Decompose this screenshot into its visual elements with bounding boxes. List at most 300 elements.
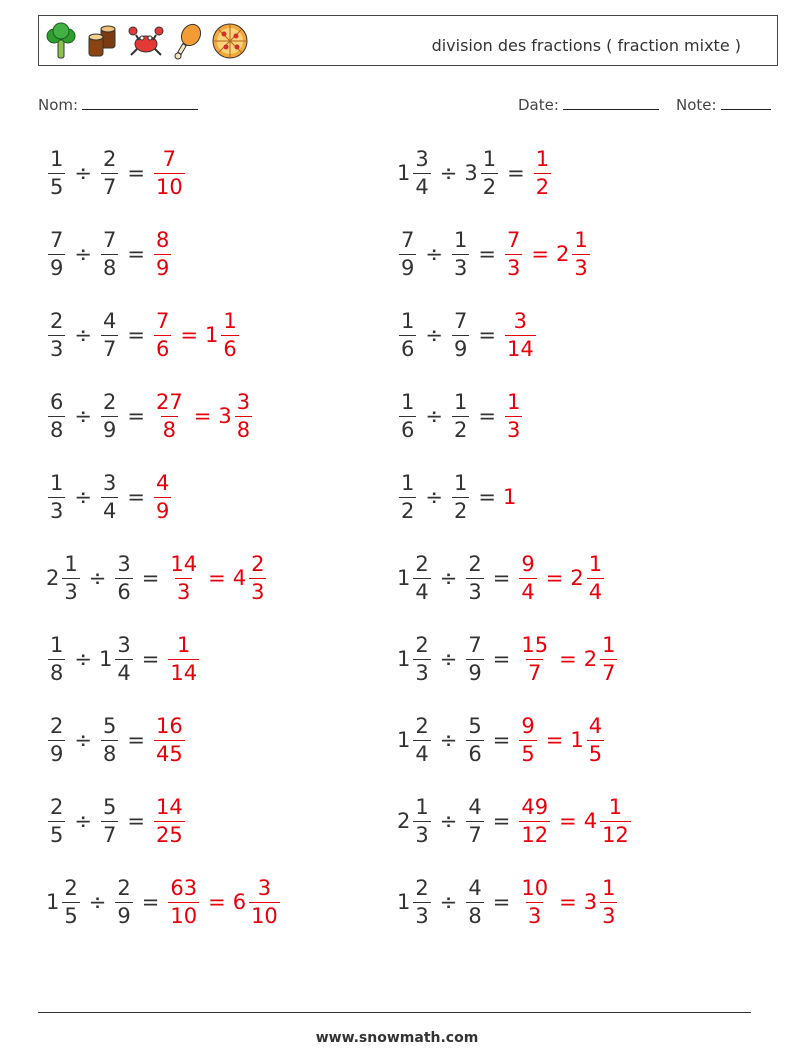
answer (152, 389, 254, 442)
equals-sign: = (492, 647, 511, 671)
denominator: 3 (415, 822, 429, 847)
numerator: 3 (236, 389, 251, 414)
date-blank[interactable] (563, 94, 659, 110)
denominator: 7 (102, 174, 117, 199)
answer-value (583, 794, 633, 847)
numerator: 49 (521, 794, 549, 819)
answer-value (517, 551, 538, 604)
answer (503, 485, 517, 509)
divisor (450, 470, 471, 523)
equals-sign: = (180, 323, 198, 347)
answer (532, 146, 553, 199)
fraction (101, 713, 118, 766)
fraction (101, 308, 118, 361)
fraction (481, 146, 498, 199)
answer-value (532, 146, 553, 199)
divide-sign: ÷ (74, 809, 92, 833)
numerator: 3 (513, 308, 528, 333)
denominator: 10 (170, 903, 198, 928)
fraction (221, 308, 238, 361)
whole-number: 2 (397, 809, 411, 833)
pizza-icon (211, 22, 249, 60)
answer-value (152, 227, 173, 280)
divide-sign: ÷ (74, 404, 92, 428)
fraction (413, 551, 430, 604)
denominator: 8 (50, 660, 64, 685)
denominator: 3 (506, 255, 521, 280)
answer (503, 227, 592, 280)
divisor (98, 632, 135, 685)
score-label: Note: (676, 96, 717, 114)
dividend (46, 308, 67, 361)
fraction (413, 794, 430, 847)
numerator: 2 (50, 308, 64, 333)
fraction (154, 308, 171, 361)
equals-sign: = (492, 728, 511, 752)
answer (166, 551, 268, 604)
answer (152, 794, 187, 847)
dividend (397, 713, 433, 766)
answer-value (503, 227, 524, 280)
numerator: 2 (117, 875, 131, 900)
denominator: 7 (602, 660, 616, 685)
dividend (46, 875, 82, 928)
denominator: 8 (468, 903, 482, 928)
fraction (587, 713, 604, 766)
answer-value (503, 485, 517, 509)
numerator: 2 (50, 713, 64, 738)
denominator: 5 (588, 741, 603, 766)
denominator: 4 (102, 498, 117, 523)
divide-sign: ÷ (88, 566, 107, 590)
denominator: 3 (50, 498, 64, 523)
problem-item (397, 548, 606, 608)
fraction (249, 875, 280, 928)
fraction (452, 389, 469, 442)
fraction (519, 713, 536, 766)
answer-value (166, 632, 201, 685)
denominator: 9 (155, 255, 170, 280)
fraction (399, 308, 416, 361)
denominator: 3 (506, 417, 521, 442)
divisor (99, 794, 120, 847)
numerator: 3 (117, 551, 131, 576)
denominator: 7 (102, 336, 117, 361)
numerator: 14 (170, 551, 198, 576)
dividend (397, 470, 418, 523)
answer-value (166, 551, 201, 604)
fraction (101, 227, 118, 280)
whole-number: 4 (583, 809, 598, 833)
denominator: 3 (64, 579, 78, 604)
numerator: 1 (64, 551, 78, 576)
denominator: 3 (177, 579, 191, 604)
fraction (249, 551, 266, 604)
answer-value (232, 551, 269, 604)
answer (152, 470, 173, 523)
fraction (452, 308, 469, 361)
whole-number: 1 (397, 728, 411, 752)
numerator: 7 (468, 632, 482, 657)
denominator: 3 (602, 903, 616, 928)
fraction (115, 551, 132, 604)
answer (152, 308, 241, 361)
answer-value (152, 308, 173, 361)
divide-sign: ÷ (425, 485, 443, 509)
answer-value (555, 227, 592, 280)
problem-item (397, 224, 592, 284)
denominator: 2 (535, 174, 550, 199)
name-blank[interactable] (82, 94, 198, 110)
broccoli-icon (45, 22, 77, 60)
equals-sign: = (127, 161, 145, 185)
numerator: 9 (521, 551, 535, 576)
divide-sign: ÷ (74, 485, 92, 509)
problem-item (46, 386, 254, 446)
equals-sign: = (127, 404, 145, 428)
equals-sign: = (141, 647, 160, 671)
numerator: 3 (415, 146, 429, 171)
divide-sign: ÷ (74, 323, 92, 347)
denominator: 3 (453, 255, 468, 280)
denominator: 12 (521, 822, 549, 847)
problem-item (397, 143, 553, 203)
fraction (101, 794, 118, 847)
answer-value (517, 875, 552, 928)
denominator: 3 (528, 903, 542, 928)
answer-value (152, 713, 187, 766)
fraction (413, 146, 430, 199)
numerator: 7 (155, 308, 170, 333)
problem-item (46, 629, 201, 689)
numerator: 7 (162, 146, 177, 171)
denominator: 4 (415, 174, 429, 199)
numerator: 6 (50, 389, 64, 414)
equals-sign: = (127, 728, 145, 752)
date-field (518, 94, 659, 114)
denominator: 6 (155, 336, 170, 361)
whole-number: 2 (570, 566, 584, 590)
name-field (38, 94, 198, 114)
answer-value (583, 875, 620, 928)
fraction (62, 875, 79, 928)
denominator: 9 (401, 255, 415, 280)
divisor (450, 308, 471, 361)
denominator: 2 (453, 498, 468, 523)
denominator: 3 (50, 336, 64, 361)
numerator: 14 (155, 794, 183, 819)
numerator: 2 (415, 713, 429, 738)
whole-number: 2 (555, 242, 570, 266)
denominator: 8 (102, 255, 117, 280)
divide-sign: ÷ (439, 566, 458, 590)
dividend (397, 227, 418, 280)
worksheet-header (38, 15, 778, 66)
equals-sign: = (141, 890, 160, 914)
equals-sign: = (141, 566, 160, 590)
problem-item (397, 467, 517, 527)
problem-item (397, 305, 538, 365)
denominator: 9 (117, 903, 131, 928)
denominator: 4 (415, 741, 429, 766)
numerator: 1 (50, 470, 64, 495)
problem-item (46, 143, 187, 203)
equals-sign: = (193, 404, 212, 428)
whole-number: 1 (397, 566, 411, 590)
divisor (99, 227, 120, 280)
dividend (397, 551, 433, 604)
answer-value (517, 794, 552, 847)
problem-item (397, 386, 524, 446)
divide-sign: ÷ (74, 647, 92, 671)
dividend (397, 794, 433, 847)
divisor (464, 875, 485, 928)
divisor (113, 551, 134, 604)
equals-sign: = (127, 809, 145, 833)
divisor (450, 227, 471, 280)
answer (503, 308, 538, 361)
equals-sign: = (559, 647, 577, 671)
dividend (397, 389, 418, 442)
fraction (115, 632, 132, 685)
name-label: Nom: (38, 96, 79, 114)
denominator: 8 (236, 417, 251, 442)
answer (503, 389, 524, 442)
denominator: 6 (468, 741, 482, 766)
whole-number: 1 (397, 647, 411, 671)
fraction (399, 227, 416, 280)
problem-item (46, 791, 187, 851)
whole-number: 1 (204, 323, 219, 347)
numerator: 7 (50, 227, 64, 252)
dividend (397, 875, 433, 928)
denominator: 4 (588, 579, 603, 604)
dividend (397, 146, 433, 199)
answer-value (204, 308, 241, 361)
fraction (572, 227, 589, 280)
fraction (600, 794, 631, 847)
divide-sign: ÷ (425, 242, 443, 266)
answer-value (232, 875, 282, 928)
denominator: 6 (401, 417, 415, 442)
denominator: 10 (251, 903, 278, 928)
denominator: 3 (415, 903, 429, 928)
whole-number: 1 (46, 890, 60, 914)
numerator: 1 (50, 632, 64, 657)
numerator: 1 (602, 875, 616, 900)
divide-sign: ÷ (88, 890, 107, 914)
whole-number: 1 (98, 647, 113, 671)
whole-number: 2 (583, 647, 598, 671)
numerator: 10 (521, 875, 549, 900)
denominator: 4 (521, 579, 535, 604)
fraction (452, 470, 469, 523)
answer-value (152, 470, 173, 523)
answer-value (152, 794, 187, 847)
numerator: 7 (453, 308, 468, 333)
problem-item (397, 872, 619, 932)
divisor (99, 713, 120, 766)
fraction (168, 875, 199, 928)
fraction (48, 389, 65, 442)
answer-value (583, 632, 620, 685)
worksheet-title: division des fractions ( fraction mixte ) (431, 36, 741, 55)
problem-item (397, 629, 619, 689)
numerator: 4 (468, 794, 482, 819)
numerator: 4 (588, 713, 603, 738)
score-field (676, 94, 771, 114)
denominator: 6 (117, 579, 131, 604)
equals-sign: = (507, 161, 525, 185)
fraction (466, 713, 483, 766)
denominator: 45 (155, 741, 183, 766)
denominator: 8 (162, 417, 177, 442)
numerator: 1 (50, 146, 64, 171)
fraction (413, 632, 430, 685)
divisor (113, 875, 134, 928)
numerator: 1 (415, 794, 429, 819)
numerator: 1 (453, 227, 468, 252)
fraction (168, 632, 199, 685)
equals-sign: = (545, 566, 564, 590)
denominator: 2 (401, 498, 415, 523)
fraction (413, 875, 430, 928)
fraction (101, 146, 118, 199)
fraction (48, 713, 65, 766)
score-blank[interactable] (721, 94, 771, 110)
whole-number: 3 (218, 404, 232, 428)
fraction (466, 794, 483, 847)
dividend (397, 632, 433, 685)
chicken-leg-icon (173, 22, 203, 60)
numerator: 7 (506, 227, 521, 252)
whole-number: 1 (397, 161, 411, 185)
fraction (452, 227, 469, 280)
problem-item (46, 548, 268, 608)
divisor (99, 308, 120, 361)
denominator: 3 (415, 660, 429, 685)
whole-number: 3 (464, 161, 478, 185)
answer (517, 551, 606, 604)
fraction (48, 470, 65, 523)
divide-sign: ÷ (74, 728, 92, 752)
answer-value (152, 389, 187, 442)
denominator: 6 (223, 336, 237, 361)
numerator: 8 (155, 227, 170, 252)
denominator: 9 (155, 498, 170, 523)
fraction (48, 794, 65, 847)
dividend (46, 146, 67, 199)
denominator: 9 (453, 336, 468, 361)
fraction (48, 227, 65, 280)
fraction (168, 551, 199, 604)
header-icons (45, 22, 249, 60)
divisor (99, 470, 120, 523)
divide-sign: ÷ (425, 323, 443, 347)
answer-value (570, 713, 606, 766)
dividend (46, 794, 67, 847)
numerator: 2 (415, 632, 429, 657)
whole-number: 4 (232, 566, 247, 590)
denominator: 14 (170, 660, 198, 685)
divide-sign: ÷ (439, 728, 458, 752)
equals-sign: = (208, 566, 226, 590)
denominator: 3 (251, 579, 265, 604)
fraction (519, 875, 550, 928)
denominator: 2 (453, 417, 468, 442)
answer-value (218, 389, 254, 442)
numerator: 1 (574, 227, 588, 252)
denominator: 14 (506, 336, 534, 361)
answer (152, 227, 173, 280)
answer (517, 713, 606, 766)
answer (166, 632, 201, 685)
whole-number: 6 (232, 890, 247, 914)
denominator: 10 (155, 174, 183, 199)
fraction (101, 470, 118, 523)
divisor (464, 146, 500, 199)
dividend (46, 713, 67, 766)
answer-value (517, 632, 552, 685)
numerator: 7 (102, 227, 117, 252)
answer (152, 146, 187, 199)
equals-sign: = (559, 809, 577, 833)
whole-number: 1 (570, 728, 584, 752)
fraction (519, 632, 550, 685)
fraction (600, 875, 617, 928)
answer (517, 875, 619, 928)
numerator: 9 (521, 713, 535, 738)
problem-item (397, 791, 633, 851)
equals-sign: = (492, 890, 511, 914)
date-label: Date: (518, 96, 559, 114)
divisor (99, 146, 120, 199)
equals-sign: = (545, 728, 564, 752)
denominator: 25 (155, 822, 183, 847)
numerator: 2 (50, 794, 64, 819)
numerator: 5 (102, 794, 117, 819)
problem-item (46, 224, 173, 284)
denominator: 4 (117, 660, 131, 685)
fraction (48, 146, 65, 199)
numerator: 5 (468, 713, 482, 738)
fraction (587, 551, 604, 604)
numerator: 7 (401, 227, 415, 252)
numerator: 2 (415, 875, 429, 900)
denominator: 7 (468, 822, 482, 847)
answer (517, 794, 632, 847)
answer-value (503, 389, 524, 442)
divisor (464, 713, 485, 766)
divide-sign: ÷ (74, 242, 92, 266)
equals-sign: = (492, 809, 511, 833)
answer (517, 632, 619, 685)
numerator: 1 (401, 389, 415, 414)
denominator: 3 (468, 579, 482, 604)
numerator: 5 (102, 713, 117, 738)
fraction (154, 389, 185, 442)
answer (152, 713, 187, 766)
dividend (46, 227, 67, 280)
divisor (99, 389, 120, 442)
dividend (46, 632, 67, 685)
denominator: 9 (50, 255, 64, 280)
whole-number: 2 (46, 566, 60, 590)
numerator: 3 (257, 875, 272, 900)
fraction (600, 632, 617, 685)
numerator: 1 (506, 389, 521, 414)
numerator: 1 (223, 308, 237, 333)
